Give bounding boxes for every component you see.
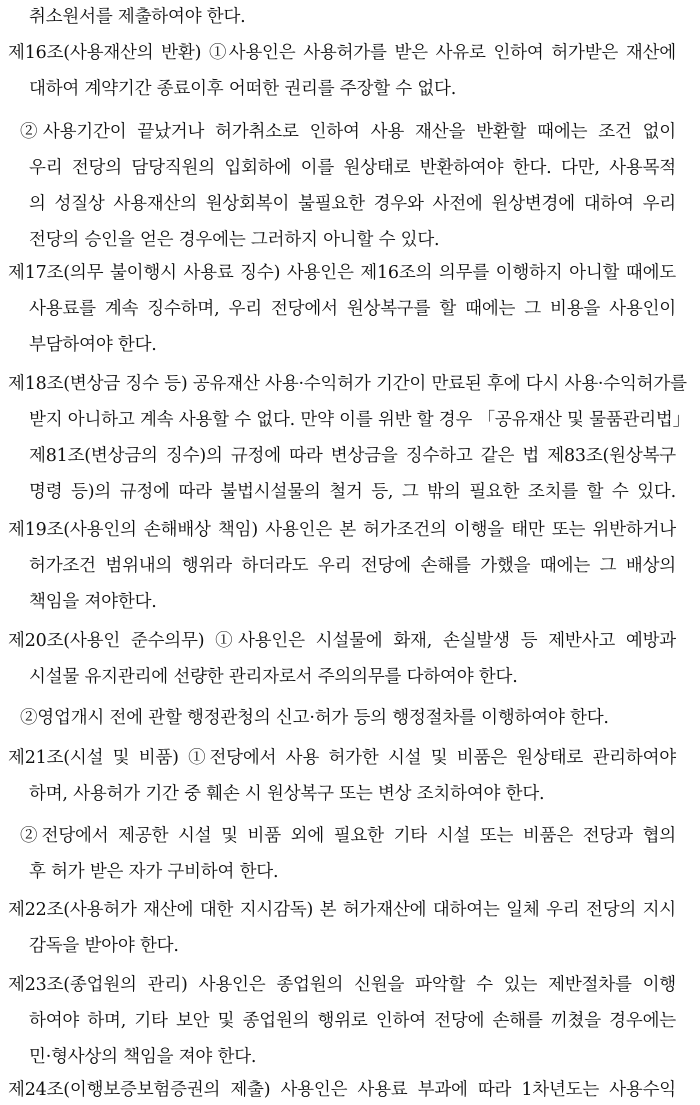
- text-line: 후 허가 받은 자가 구비하여 한다.: [29, 862, 279, 882]
- article-21-heading-line: 제21조(시설 및 비품) ①전당에서 사용 허가한 시설 및 비품은 원상태로 관리하여야: [8, 748, 676, 768]
- text-line: 하며, 사용허가 기간 중 훼손 시 원상복구 또는 변상 조치하여야 한다.: [29, 784, 545, 804]
- text-line: 명령 등)의 규정에 따라 불법시설물의 철거 등, 그 밖의 필요한 조치를 할 수 있다.: [29, 482, 676, 502]
- text-line: 대하여 계약기간 종료이후 어떠한 권리를 주장할 수 없다.: [29, 79, 457, 99]
- text-line: 하여야 하며, 기타 보안 및 종업원의 행위로 인하여 전당에 손해를 끼쳤을 경우에는: [29, 1011, 676, 1031]
- text-line: 전당의 승인을 얻은 경우에는 그러하지 아니할 수 있다.: [29, 230, 440, 250]
- text-line: 사용료를 계속 징수하며, 우리 전당에서 원상복구를 할 때에는 그 비용을 사용인이: [29, 299, 676, 319]
- article-24-heading-line: 제24조(이행보증보험증권의 제출) 사용인은 사용료 부과에 따라 1차년도는 사용수익: [8, 1080, 676, 1100]
- text-line: 책임을 져야한다.: [29, 592, 157, 612]
- text-line: 취소원서를 제출하여야 한다.: [29, 7, 246, 27]
- article-16-heading-line: 제16조(사용재산의 반환) ①사용인은 사용허가를 받은 사유로 인하여 허가받은 재산에: [8, 43, 676, 63]
- text-line: 허가조건 범위내의 행위라 하더라도 우리 전당에 손해를 가했을 때에는 그 배상의: [29, 556, 676, 576]
- text-line: 의 성질상 사용재산의 원상회복이 불필요한 경우와 사전에 원상변경에 대하여 우리: [29, 194, 676, 214]
- article-16-clause-2-line: ②사용기간이 끝났거나 허가취소로 인하여 사용 재산을 반환할 때에는 조건 없이: [20, 122, 676, 142]
- text-line: 제81조(변상금의 징수)의 규정에 따라 변상금을 징수하고 같은 법 제83조(원상복구: [29, 446, 676, 466]
- article-21-clause-2-line: ②전당에서 제공한 시설 및 비품 외에 필요한 기타 시설 또는 비품은 전당과 협의: [20, 826, 676, 846]
- article-18-heading-line: 제18조(변상금 징수 등) 공유재산 사용·수익허가 기간이 만료된 후에 다시 사용·수익허가를: [8, 374, 687, 394]
- article-20-clause-2-line: ②영업개시 전에 관할 행정관청의 신고·허가 등의 행정절차를 이행하여야 한다.: [20, 708, 609, 728]
- text-line: 감독을 받아야 한다.: [29, 936, 179, 956]
- text-line: 민·형사상의 책임을 져야 한다.: [29, 1047, 257, 1067]
- text-line: 시설물 유지관리에 선량한 관리자로서 주의의무를 다하여야 한다.: [29, 667, 518, 687]
- article-20-heading-line: 제20조(사용인 준수의무) ①사용인은 시설물에 화재, 손실발생 등 제반사고 예방과: [8, 631, 676, 651]
- text-line: 부담하여야 한다.: [29, 335, 157, 355]
- text-line: 우리 전당의 담당직원의 입회하에 이를 원상태로 반환하여야 한다. 다만, 사용목적: [29, 158, 676, 178]
- article-19-heading-line: 제19조(사용인의 손해배상 책임) 사용인은 본 허가조건의 이행을 태만 또는 위반하거나: [8, 520, 676, 540]
- article-17-heading-line: 제17조(의무 불이행시 사용료 징수) 사용인은 제16조의 의무를 이행하지 아니할 때에도: [8, 263, 676, 283]
- text-line: 받지 아니하고 계속 사용할 수 없다. 만약 이를 위반 할 경우 「공유재산 및 물품관리법」: [29, 410, 690, 430]
- article-22-heading-line: 제22조(사용허가 재산에 대한 지시감독) 본 허가재산에 대하여는 일체 우리 전당의 지시: [8, 900, 676, 920]
- article-23-heading-line: 제23조(종업원의 관리) 사용인은 종업원의 신원을 파악할 수 있는 제반절차를 이행: [8, 975, 676, 995]
